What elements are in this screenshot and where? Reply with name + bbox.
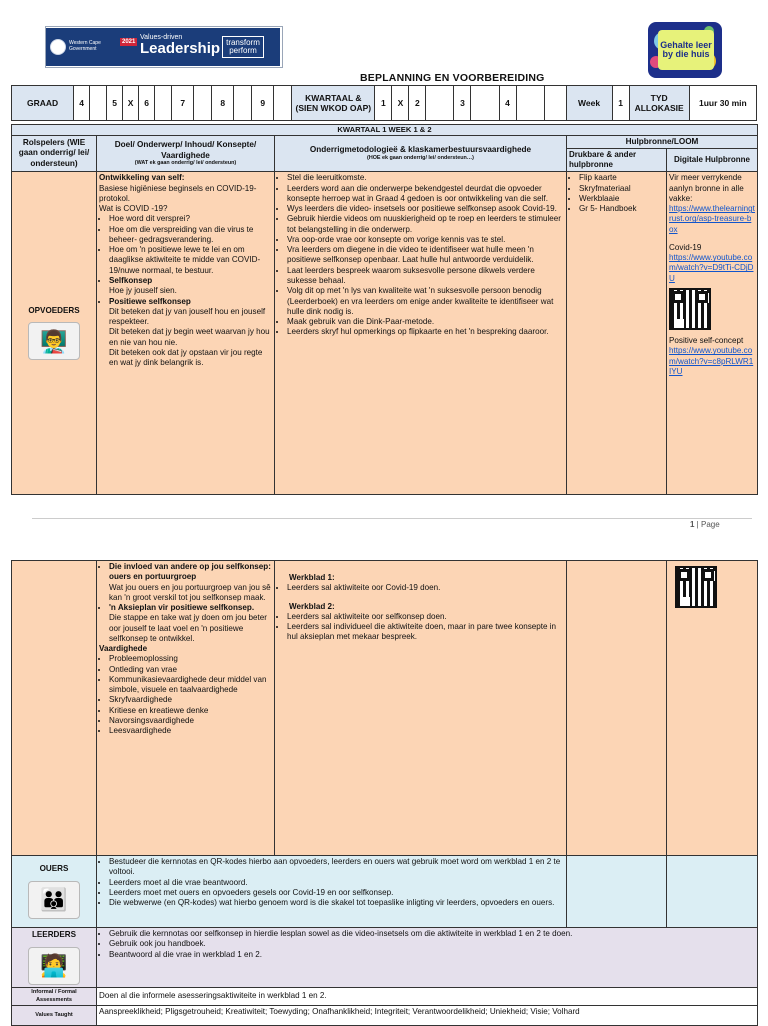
col-header-metodologie: [275, 135, 567, 172]
grade-6: 6: [139, 86, 155, 121]
quarter-3: 3: [454, 86, 471, 121]
values-text: Aanspreeklikheid; Pligsgetrouheid; Kreatiwiteit; Toewyding; Onafhanklikheid; Integriteit; Verantwoordelikheid; Uniekheid; Visie; Volhard: [97, 1006, 758, 1026]
vaardighede-title: Vaardighede: [99, 644, 148, 654]
grade-7: 7: [172, 86, 194, 121]
values-driven-leadership-logo: [116, 28, 221, 66]
digital-intro: Vir meer verrykende aanlyn bronne in alle vakke:: [669, 173, 744, 203]
opvoeders-digital: [667, 172, 758, 495]
col-header-rolspelers: Rolspelers (WIE gaan onderrig/ lei/ ondersteun): [12, 135, 97, 172]
grade-8: 8: [212, 86, 234, 121]
selfkonsep-text: Hoe jy jouself sien.: [109, 286, 177, 296]
role-opvoeders-continued: [12, 561, 97, 856]
list-item: • Leerders sal aktiwiteite oor Covid-19 doen.: [287, 583, 564, 593]
list-item: • Leerders moet al die vrae beantwoord.: [109, 878, 564, 888]
logo-small-text: Values-driven: [140, 34, 183, 41]
list-item: • Leerders sal aktiwiteite oor selfkonsep doen.: [287, 612, 564, 622]
western-cape-logo: [46, 28, 116, 66]
week-value: 1: [612, 86, 629, 121]
list-item: • Hoe om die verspreiding van die virus te beheer- gedragsverandering.: [109, 225, 272, 246]
list-item: • Vra leerders om diegene in die video te identifiseer wat hulle meen 'n positiewe selfkonsep openbaar. Laat hulle hul antwoorde verduidelik.: [287, 245, 564, 266]
logo-transform-text: transform: [226, 38, 260, 47]
list-item: • Beantwoord al die vrae in werkblad 1 en 2.: [109, 950, 755, 960]
printable-continued: [567, 561, 667, 856]
role-ouers-label: OUERS: [39, 864, 69, 874]
page-word: Page: [700, 520, 720, 529]
week-banner: KWARTAAL 1 WEEK 1 & 2: [12, 125, 758, 136]
role-leerders: [12, 928, 97, 988]
kwartaal-label: KWARTAAL & (SIEN WKOD OAP): [292, 86, 375, 121]
gehalte-leer-logo: [648, 22, 722, 78]
grade-9: 9: [252, 86, 274, 121]
content-intro-1: Basiese higiëniese beginsels en COVID-19-protokol.: [99, 183, 257, 203]
assessment-label: Informal / Formal Assessments: [12, 988, 97, 1006]
values-label: Values Taught: [12, 1006, 97, 1026]
positiewe-text-1: Dit beteken dat jy van jouself hou en jouself respekteer.: [109, 306, 266, 327]
list-item: • Die webwerwe (en QR-kodes) wat hierbo genoem word is die skakel tot toepaslike inligting vir leerders, opvoeders en ouers.: [109, 898, 564, 908]
qr-code-icon: [675, 566, 717, 608]
quarter-1-mark: X: [392, 86, 409, 121]
list-item: • Laat leerders bespreek waarom suksesvolle persone dikwels verdere sukesse behaal.: [287, 266, 564, 287]
quarter-1: 1: [375, 86, 392, 121]
list-item: • Hoe om 'n positiewe lewe te lei en om daaglikse aktiwiteite te midde van COVID-19/nuwe normaal, te bestuur.: [109, 245, 272, 276]
list-item: • Skryfvaardighede: [109, 695, 272, 705]
list-item: • Kommunikasievaardighede deur middel van simbole, visuele en taalvaardighede: [109, 675, 272, 696]
role-opvoeders: [12, 172, 97, 495]
opvoeders-printable: [567, 172, 667, 495]
positive-self-concept-link[interactable]: https://www.youtube.com/watch?v=c8pRLWR1IYU: [669, 346, 754, 376]
grade-table: [11, 85, 757, 121]
list-item: • Leerders sal individueel die aktiwiteite doen, maar in pare twee konsepte in hul aksieplan met mekaar bespreek.: [287, 622, 564, 643]
list-item: • Ontleding van vrae: [109, 665, 272, 675]
list-item: • Flip kaarte: [579, 173, 664, 183]
page-number: 1 | Page: [690, 520, 720, 529]
crest-icon: [50, 39, 66, 55]
planning-table: [11, 124, 758, 495]
opvoeders-content-continued: [97, 561, 275, 856]
page-footer-rule: [32, 518, 752, 519]
col-header-metodologie-sub: (HOE ek gaan onderrig/ lei/ ondersteun…): [367, 154, 474, 161]
list-item: • Hoe word dit versprei?: [109, 214, 272, 224]
assessment-text: Doen al die informele asesseringsaktiwiteite in werkblad 1 en 2.: [97, 988, 758, 1006]
werkblad2-title: Werkblad 2: [289, 601, 333, 611]
grade-5: 5: [107, 86, 123, 121]
list-item: • Navorsingsvaardighede: [109, 716, 272, 726]
col-header-doel: [97, 135, 275, 172]
qr-code-icon: [669, 288, 711, 330]
quarter-2: 2: [409, 86, 426, 121]
role-leerders-label: LEERDERS: [31, 930, 77, 940]
col-header-doel-text: Doel/ Onderwerp/ Inhoud/ Konsepte/ Vaardighede: [114, 140, 257, 160]
col-header-drukbare: Drukbare & ander hulpbronne: [567, 149, 667, 172]
list-item: • Vra oop-orde vrae oor konsepte om vorige kennis vas te stel.: [287, 235, 564, 245]
logo-year-badge: 2021: [122, 39, 136, 45]
gehalte-logo-text: Gehalte leer by die huis: [658, 30, 714, 70]
list-item: • Gr 5- Handboek: [579, 204, 664, 214]
planning-table-continued: [11, 560, 758, 1026]
actionplan-text: Die stappe en take wat jy doen om jou beter oor jouself te laat voel en 'n positiewe selfkonsep te ontwikkel.: [109, 613, 267, 643]
ouers-printable: [567, 856, 667, 928]
list-item: [109, 562, 272, 603]
list-item: • Leerders moet met ouers en opvoeders gesels oor Covid-19 en oor selfkonsep.: [109, 888, 564, 898]
list-item: [109, 297, 272, 369]
col-header-hulpbronne: Hulpbronne/LOOM: [567, 135, 758, 148]
quarter-4: 4: [499, 86, 516, 121]
header-logo-strip: [45, 26, 283, 68]
role-ouers: [12, 856, 97, 928]
western-cape-logo-text: Western Cape Government: [69, 40, 101, 52]
list-item: • Werkblaaie: [579, 194, 664, 204]
list-item: • Gebruik die kernnotas oor selfkonsep in hierdie lesplan sowel as die video-insetsels om die aktiwiteite in werkblad 1 en 2 te doen.: [109, 929, 755, 939]
tyd-label: TYD ALLOKASIE: [629, 86, 689, 121]
covid-video-link[interactable]: https://www.youtube.com/watch?v=D9tTi-CDjDU: [669, 253, 754, 283]
grade-4: 4: [74, 86, 90, 121]
positiewe-text-2: Dit beteken dat jy begin weet waarvan jy hou en nie van hou nie.: [109, 327, 270, 347]
tyd-value: 1uur 30 min: [689, 86, 756, 121]
worksheet-descriptions: Werkblad 1: • Leerders sal aktiwiteite oor Covid-19 doen. Werkblad 2: • Leerders sal aktiwiteite oor selfkonsep doen. • Leerders sal individueel die aktiwiteite doen, maar in pare twee konsepte in hul aksieplan met mekaar bespreek.: [275, 561, 567, 856]
week-label: Week: [566, 86, 612, 121]
digital-continued: [667, 561, 758, 856]
list-item: • Wys leerders die video- insetsels oor positiewe selfkonsep asook Covid-19.: [287, 204, 564, 214]
role-opvoeders-label: OPVOEDERS: [28, 306, 80, 316]
list-item: • Probleemoplossing: [109, 654, 272, 664]
list-item: • Bestudeer die kernnotas en QR-kodes hierbo aan opvoeders, leerders en ouers wat gebruik moet word om werkblad 1 en 2 te voltooi.: [109, 857, 564, 878]
list-item: • Leerders skryf hul opmerkings op flipkaarte en het 'n bespreking daaroor.: [287, 327, 564, 337]
ouers-digital: [667, 856, 758, 928]
influence-title: Die invloed van andere op jou selfkonsep: ouers en portuurgroep: [109, 562, 271, 582]
actionplan-title: 'n Aksieplan vir positiewe selfkonsep.: [109, 603, 255, 613]
leerders-content: [97, 928, 758, 988]
positive-label: Positive self-concept: [669, 336, 744, 346]
list-item: • Kritiese en kreatiewe denke: [109, 706, 272, 716]
list-item: • Gebruik hierdie videos om nuuskierigheid op te roep en leerders te stimuleer tot belangstelling in die onderwerp.: [287, 214, 564, 235]
list-item: • Volg dit op met 'n lys van kwaliteite wat 'n suksesvolle persoon benodig (Leerderboek) en vra leerders om enige ander kwaliteite te identifiseer wat hulle dink nodig is.: [287, 286, 564, 317]
ouers-content: [97, 856, 567, 928]
content-heading: Ontwikkeling van self: [99, 173, 182, 183]
influence-text: Wat jou ouers en jou portuurgroep van jou sê kan 'n groot verskil tot jou selfkonsep maak.: [109, 582, 271, 602]
learner-icon: 🧑‍💻: [28, 947, 80, 985]
positiewe-text-3: Dit beteken ook dat jy opstaan vir jou regte en wat jy dink belangrik is.: [109, 347, 263, 368]
opvoeders-methods: [275, 172, 567, 495]
grade-5-mark: X: [123, 86, 139, 121]
werkblad1-title: Werkblad 1: [289, 573, 333, 582]
list-item: • Leerders word aan die onderwerpe bekendgestel deurdat die opvoeder konsepte herroep wat in Graad 4 gedoen is oor ontwikkeling van die self.: [287, 184, 564, 205]
teacher-icon: 👨‍🏫: [28, 322, 80, 360]
list-item: • Stel die leeruitkomste.: [287, 173, 564, 183]
parent-child-icon: 👪: [28, 881, 80, 919]
logo-big-text: Leadership: [140, 40, 221, 57]
col-header-digitale: Digitale Hulpbronne: [667, 149, 758, 172]
graad-label: GRAAD: [12, 86, 74, 121]
list-item: • Gebruik ook jou handboek.: [109, 939, 755, 949]
content-intro-2: Wat is COVID -19?: [99, 204, 168, 214]
list-item: [109, 603, 272, 644]
selfkonsep-title: Selfkonsep: [109, 276, 153, 286]
covid-label: Covid-19: [669, 242, 702, 252]
list-item: • Maak gebruik van die Dink-Paar-metode.: [287, 317, 564, 327]
list-item: • Skryfmateriaal: [579, 184, 664, 194]
col-header-doel-sub: (WAT ek gaan onderrig/ lei/ ondersteun): [134, 159, 237, 166]
logo-perform-text: perform: [229, 46, 257, 55]
positiewe-title: Positiewe selfkonsep: [109, 296, 191, 306]
page-number-value: 1: [690, 520, 695, 529]
page-title: BEPLANNING EN VOORBEREIDING: [360, 72, 545, 84]
list-item: • Leesvaardighede: [109, 726, 272, 736]
list-item: [109, 276, 272, 297]
col-header-metodologie-text: Onderrigmetodologieë & klaskamerbestuursvaardighede: [309, 145, 532, 155]
treasure-box-link[interactable]: https://www.thelearningtrust.org/asp-treasure-box: [669, 204, 755, 234]
opvoeders-content: Ontwikkeling van self: Basiese higiëniese beginsels en COVID-19-protokol. Wat is COVID -19? • Hoe word dit versprei? • Hoe om die verspreiding van die virus te beheer- gedragsverandering. • Hoe om 'n positiewe lewe te lei en om daaglikse aktiwiteite te midde van COVID-19/nuwe normaal, te bestuur. • Selfkonsep Hoe jy jouself sien. • Positiewe selfkonsep Dit beteken dat jy van jouself hou en jouself respekteer. Dit beteken dat jy begin weet waarvan jy hou en nie van hou nie. Dit beteken ook dat jy opstaan vir jou regte en wat jy dink belangrik is.: [97, 172, 275, 495]
